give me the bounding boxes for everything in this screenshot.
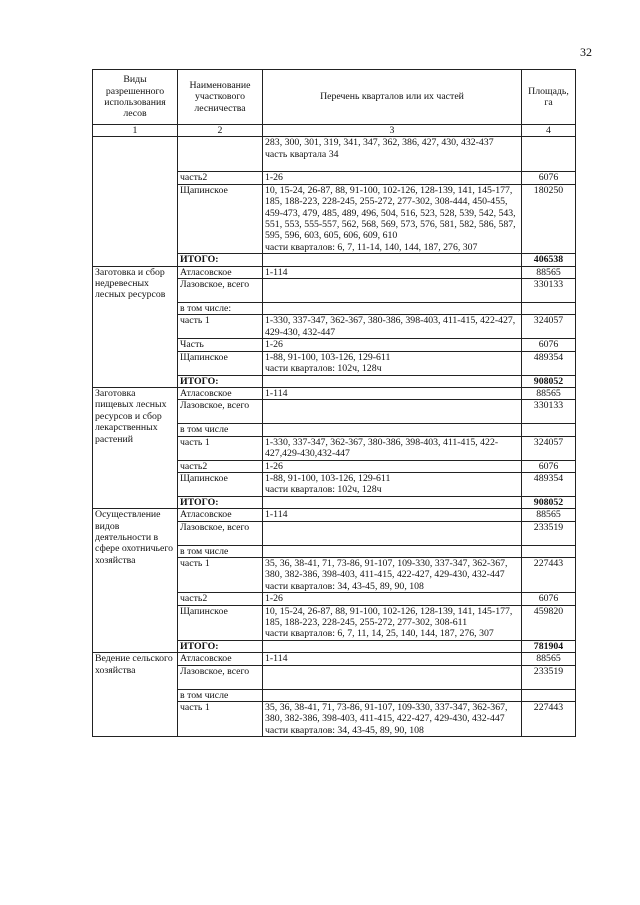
quarters-cell: 1-114 [263,509,522,521]
total-label: ИТОГО: [178,496,263,508]
quarters-cell: 1-330, 337-347, 362-367, 380-386, 398-403, 411-415, 422-427,429-430,432-447 [263,436,522,460]
forestry-cell: в том числе [178,689,263,701]
quarters-cell [263,375,522,387]
forestry-cell: Часть [178,339,263,351]
forestry-cell [178,137,263,172]
table-row [93,509,576,521]
forestry-cell: Щапинское [178,472,263,496]
quarters-cell [263,254,522,266]
column-number: 1 [93,125,178,137]
forestry-cell: в том числе [178,424,263,436]
area-cell [522,689,576,701]
forestry-cell: часть 1 [178,315,263,339]
forestry-cell: Щапинское [178,184,263,253]
area-cell [522,545,576,557]
quarters-cell [263,496,522,508]
area-cell [522,137,576,172]
forestry-cell: Лазовское, всего [178,279,263,303]
quarters-cell [263,689,522,701]
column-number: 2 [178,125,263,137]
quarters-cell: 35, 36, 38-41, 71, 73-86, 91-107, 109-330, 337-347, 362-367, 380, 382-386, 398-403, 411-415, 422-427, 429-430, 432-447 части кварталов: 34, 43-45, 89, 90, 108 [263,557,522,592]
quarters-cell: 1-330, 337-347, 362-367, 380-386, 398-403, 411-415, 422-427, 429-430, 432-447 [263,315,522,339]
area-cell [522,424,576,436]
forestry-cell: Атласовское [178,509,263,521]
header-use-type: Виды разрешенного использования лесов [93,70,178,125]
forestry-cell: часть2 [178,460,263,472]
quarters-cell: 1-26 [263,172,522,184]
quarters-cell [263,303,522,315]
total-label: ИТОГО: [178,375,263,387]
header-quarters-list: Перечень кварталов или их частей [263,70,522,125]
forestry-cell: часть2 [178,593,263,605]
forestry-cell: Лазовское, всего [178,665,263,689]
total-value: 908052 [522,375,576,387]
forestry-cell: Атласовское [178,387,263,399]
total-label: ИТОГО: [178,254,263,266]
table-row [93,653,576,665]
use-type-cell: Ведение сельского хозяйства [93,653,178,737]
area-cell: 6076 [522,460,576,472]
total-value: 406538 [522,254,576,266]
area-cell: 88565 [522,266,576,278]
table-row [93,137,576,172]
forestry-cell: Атласовское [178,266,263,278]
quarters-cell: 1-114 [263,653,522,665]
quarters-cell: 35, 36, 38-41, 71, 73-86, 91-107, 109-330, 337-347, 362-367, 380, 382-386, 398-403, 411-415, 422-427, 429-430, 432-447 части кварталов: 34, 43-45, 89, 90, 108 [263,702,522,737]
area-cell: 324057 [522,436,576,460]
header-area: Площадь, га [522,70,576,125]
quarters-cell [263,400,522,424]
use-type-cell [93,137,178,266]
forestry-cell: часть 1 [178,702,263,737]
area-cell: 330133 [522,279,576,303]
area-cell: 330133 [522,400,576,424]
forestry-cell: Щапинское [178,351,263,375]
quarters-cell: 1-26 [263,339,522,351]
quarters-cell: 10, 15-24, 26-87, 88, 91-100, 102-126, 128-139, 141, 145-177, 185, 188-223, 228-245, 255-272, 277-302, 308-444, 450-455, 459-473, 479, 485, 489, 496, 504, 516, 523, 528, 539, 542, 543, 551, 553, 555-557, 562, 568, 569, 573, 576, 581, 582, 586, 587, 595, 596, 603, 605, 606, 609, 610 части кварталов: 6, 7, 11-14, 140, 144, 187, 276, 307 [263,184,522,253]
forest-use-table [92,69,576,737]
quarters-cell [263,279,522,303]
forestry-cell: Лазовское, всего [178,400,263,424]
quarters-cell [263,640,522,652]
column-number: 3 [263,125,522,137]
table-row [93,387,576,399]
quarters-cell: 1-88, 91-100, 103-126, 129-611 части кварталов: 102ч, 128ч [263,472,522,496]
quarters-cell: 1-88, 91-100, 103-126, 129-611 части кварталов: 102ч, 128ч [263,351,522,375]
forestry-cell: Лазовское, всего [178,521,263,545]
use-type-cell: Заготовка пищевых лесных ресурсов и сбор лекарственных растений [93,387,178,508]
area-cell: 324057 [522,315,576,339]
quarters-cell [263,521,522,545]
area-cell: 233519 [522,665,576,689]
quarters-cell: 10, 15-24, 26-87, 88, 91-100, 102-126, 128-139, 141, 145-177, 185, 188-223, 228-245, 255-272, 277-302, 308-611 части кварталов: 6, 7, 11, 14, 25, 140, 144, 187, 276, 307 [263,605,522,640]
total-value: 908052 [522,496,576,508]
forestry-cell: в том числе: [178,303,263,315]
area-cell [522,303,576,315]
quarters-cell: 1-114 [263,387,522,399]
quarters-cell: 283, 300, 301, 319, 341, 347, 362, 386, 427, 430, 432-437 часть квартала 34 [263,137,522,172]
area-cell: 489354 [522,351,576,375]
total-value: 781904 [522,640,576,652]
forestry-cell: Щапинское [178,605,263,640]
forestry-cell: часть 1 [178,557,263,592]
column-number-row [93,125,576,137]
area-cell: 489354 [522,472,576,496]
quarters-cell: 1-26 [263,593,522,605]
area-cell: 6076 [522,593,576,605]
use-type-cell: Осуществление видов деятельности в сфере охотничьего хозяйства [93,509,178,653]
quarters-cell: 1-26 [263,460,522,472]
area-cell: 227443 [522,557,576,592]
area-cell: 6076 [522,172,576,184]
area-cell: 459820 [522,605,576,640]
header-forestry-name: Наименование участкового лесничества [178,70,263,125]
forestry-cell: часть2 [178,172,263,184]
forestry-cell: часть 1 [178,436,263,460]
forestry-cell: Атласовское [178,653,263,665]
area-cell: 88565 [522,509,576,521]
use-type-cell: Заготовка и сбор недревесных лесных ресурсов [93,266,178,387]
area-cell: 88565 [522,653,576,665]
quarters-cell [263,545,522,557]
area-cell: 88565 [522,387,576,399]
column-number: 4 [522,125,576,137]
area-cell: 6076 [522,339,576,351]
area-cell: 180250 [522,184,576,253]
page-number: 32 [580,45,592,59]
table-row [93,266,576,278]
quarters-cell: 1-114 [263,266,522,278]
area-cell: 233519 [522,521,576,545]
table-header-row [93,70,576,125]
forestry-cell: в том числе [178,545,263,557]
quarters-cell [263,665,522,689]
total-label: ИТОГО: [178,640,263,652]
quarters-cell [263,424,522,436]
area-cell: 227443 [522,702,576,737]
